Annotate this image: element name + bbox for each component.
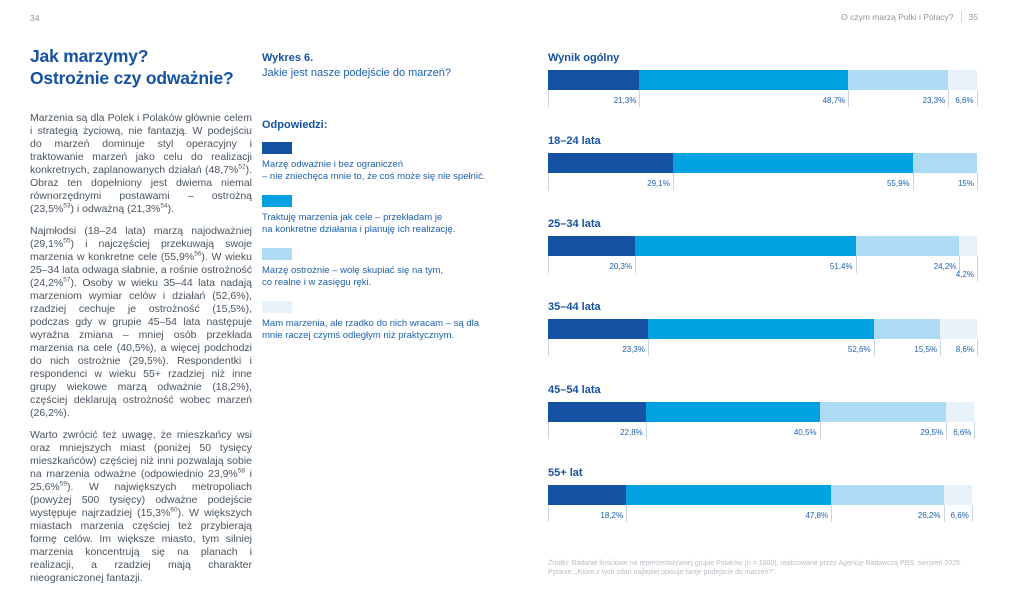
bar-segment [646,402,820,422]
chart-legend [262,142,512,341]
running-header-title: O czym marzą Polki i Polacy? [841,11,954,22]
segment-value: 51,4% [829,262,853,271]
bar-segment [548,70,639,90]
segment-value: 8,6% [955,345,974,354]
bar-segment [944,485,972,505]
chart-number-label: Wykres 6. [262,52,314,64]
legend-label: Marzę odważnie i bez ograniczeń – nie zniechęca mnie to, że coś może się nie spełnić. [262,159,486,182]
legend-item [262,248,512,288]
group-label: 45–54 lata [548,384,601,396]
bar-group [548,135,977,218]
legend-heading: Odpowiedzi: [262,119,328,131]
page-title-line2: Ostrożnie czy odważnie? [30,68,234,88]
bar-segment [548,153,673,173]
bar-segment [940,319,977,339]
bar-segment [548,319,648,339]
footnote-ref: 54 [160,202,168,210]
footnote-ref: 58 [237,467,245,475]
right-column [548,45,977,550]
page-title [30,45,252,89]
footnote-ref: 56 [194,250,202,258]
group-label: 55+ lat [548,467,583,479]
tick-line [977,173,978,190]
footnote-ref: 60 [170,506,178,514]
segment-value: 6,6% [953,428,972,437]
legend-swatch [262,142,292,154]
tick-line [977,256,978,281]
bar-segment [959,236,977,256]
bar-segment [673,153,913,173]
segment-value: 29,5% [920,428,944,437]
segment-value: 48,7% [822,96,846,105]
segment-value: 47,8% [805,511,829,520]
segment-value: 24,2% [933,262,957,271]
stacked-bar [548,485,977,520]
bar-segment [946,402,974,422]
legend-item [262,142,512,182]
tick-line [977,90,978,107]
bar-segment [948,70,976,90]
footnote-ref: 55 [63,237,71,245]
bar-segment [848,70,948,90]
bar-segment [548,485,626,505]
segment-value: 20,3% [609,262,633,271]
bar-segment [548,236,635,256]
middle-column [262,45,512,354]
paragraph: Najmłodsi (18–24 lata) marzą najodważniej (29,1%$^{55}$) i najczęściej przekuwają swoje marzenia w konkretne cele (55,9%$^{56}$). W wieku 25–34 lata odwaga słabnie, a rośnie ostrożność (24,2%$^{57}$). Osoby w wieku 35–44 lata nadają marzeniom wymiar celów i działań (52,6%), rzadziej cechuje je ostrożność (15,5%), podczas gdy w grupie 45–54 lata następuje wyraźna zmiana – mniej osób przekłada marzenia na cele (40,5%), a więcej podchodzi do nich ostrożnie (29,5%). Respondentki i respondenci w wieku 55+ rzadziej niż inne grupy wiekowe marzą odważnie (18,2%), częściej deklarują ostrożność wobec marzeń (26,2%). [30,225,252,419]
page-title-line1: Jak marzymy? [30,46,149,66]
bar-segment [913,153,977,173]
stacked-bar [548,319,977,354]
segment-value: 29,1% [647,179,670,188]
legend-swatch [262,248,292,260]
chart-question-footnote: Pytanie: „Które z tych zdań najlepiej opisuje twoje podejście do marzeń?”. [548,569,777,576]
bar-segment [639,70,848,90]
segment-value: 22,8% [620,428,643,437]
legend-item [262,195,512,235]
segment-value: 55,9% [886,179,910,188]
legend-label: Mam marzenia, ale rzadko do nich wracam – są dla mnie raczej czymś odległym niż praktycznym. [262,318,480,341]
footnote-ref: 53 [63,202,71,210]
stacked-bar [548,70,977,105]
stacked-bar [548,402,977,437]
bar-segment [856,236,960,256]
bar-group [548,218,977,301]
bar-segment [874,319,940,339]
footnote-ref: 52 [238,163,246,171]
tick-line [977,339,978,356]
tick-line [972,505,973,522]
segment-value: 15% [957,179,974,188]
bar-segment [648,319,874,339]
footnote-ref: 57 [63,276,71,284]
segment-value: 15,5% [914,345,938,354]
page-number-right: 35 [968,11,978,22]
tick-line [974,422,975,439]
segment-value: 6,6% [950,511,969,520]
bar-group [548,384,977,467]
legend-swatch [262,195,292,207]
chart-source: Źródło: Badanie ilościowe na reprezentatywnej grupie Polaków (n = 1000), realizowane przez Agencję Badawczą PBS, sierpień 2025. [548,560,962,567]
group-label: Wynik ogólny [548,52,620,64]
segment-value: 40,5% [793,428,817,437]
group-label: 25–34 lata [548,218,601,230]
legend-item [262,301,512,341]
chart-footnote [548,559,988,577]
bar-segment [820,402,947,422]
footnote-ref: 59 [59,480,68,488]
bar-group [548,301,977,384]
segment-value: 26,2% [917,511,941,520]
legend-label: Traktuję marzenia jak cele – przekładam je na konkretne działania i planuję ich realizację. [262,212,456,235]
bar-segment [831,485,943,505]
segment-value: 23,3% [622,345,645,354]
segment-value: 23,3% [922,96,946,105]
page-number-left: 34 [30,13,40,23]
stacked-bar [548,236,977,279]
body-paragraphs [30,112,252,585]
running-header [841,11,978,22]
segment-value: 21,3% [613,96,637,105]
legend-swatch [262,301,292,313]
header-separator [961,11,962,22]
bar-group [548,467,977,550]
group-label: 35–44 lata [548,301,601,313]
group-label: 18–24 lata [548,135,601,147]
paragraph: Marzenia są dla Polek i Polaków głównie celem i strategią życiową, nie fantazją. W podejściu do marzeń dominuje styl operacyjny i traktowanie marzeń jako celu do realizacji konkretnych, zaplanowanych działań (48,7%$^{52}$). Obraz ten dopełniony jest dwiema niemal równorzędnymi postawami – ostrożną (23,5%$^{53}$) i odważną (21,3%$^{54}$). [30,112,252,215]
segment-value: 6,6% [955,96,974,105]
segment-value: 18,2% [600,511,624,520]
left-column [30,45,252,594]
stacked-bar [548,153,977,188]
segment-value: 52,6% [847,345,871,354]
bar-segment [635,236,856,256]
chart [548,45,977,550]
paragraph: Warto zwrócić też uwagę, że mieszkańcy wsi oraz mniejszych miast (poniżej 50 tysięcy mieszkańców) częściej niż inni pozwalają sobie na marzenia odważne (odpowiednio 23,9%$^{58}$ i 25,6%$^{59}$). W największych metropoliach (powyżej 500 tysięcy) odważne podejście występuje najrzadziej (15,3%$^{60}$). W większych miastach marzenia częściej też przybierają formę celów. Im większe miasto, tym silniej marzenia koncentrują się na planach i realizacji, a rzadziej mają charakter nieograniczonej fantazji. [30,429,252,584]
bar-group [548,52,977,135]
bar-segment [548,402,646,422]
segment-value: 4,2% [955,270,974,279]
bar-segment [626,485,831,505]
chart-question: Jakie jest nasze podejście do marzeń? [262,67,451,79]
legend-label: Marzę ostrożnie – wolę skupiać się na tym, co realne i w zasięgu ręki. [262,265,444,288]
